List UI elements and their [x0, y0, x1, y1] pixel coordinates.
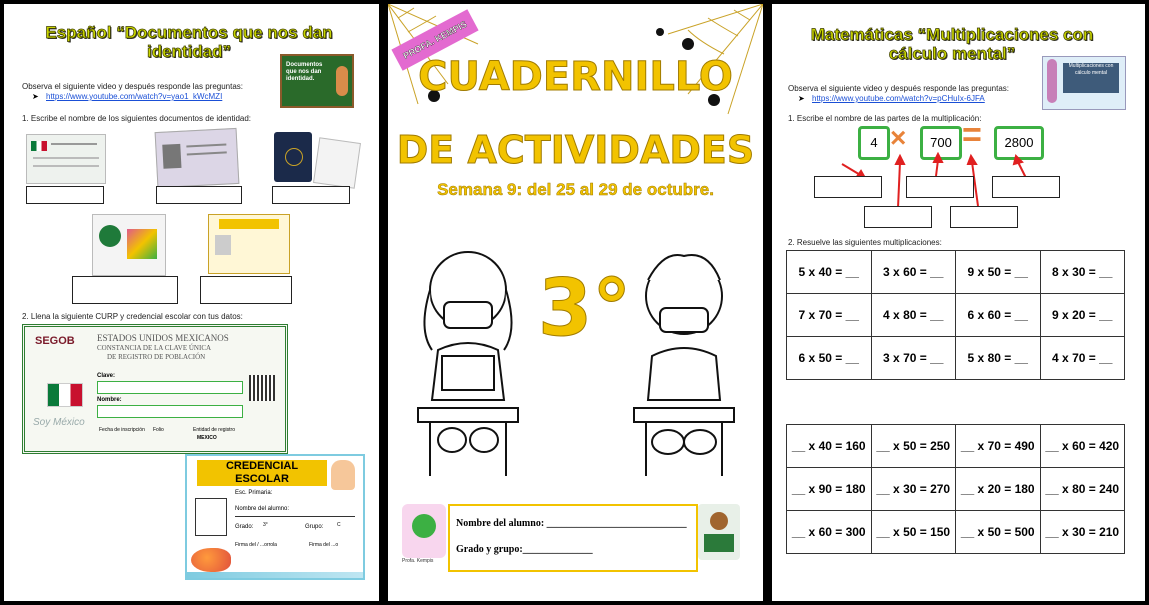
page1-title: Español “Documentos que nos dan identidad”	[45, 23, 333, 61]
table-cell[interactable]: __ x 80 = 240	[1040, 468, 1125, 511]
table-cell[interactable]: __ x 40 = 160	[787, 425, 872, 468]
answer-box-5[interactable]	[200, 276, 292, 304]
part-answer-box-3[interactable]	[992, 176, 1060, 198]
multiplication-table-2	[786, 424, 1125, 554]
profa-ribbon: PROFA. KEMPIS	[391, 9, 478, 71]
logo-caption: Profa. Kempis	[402, 558, 434, 564]
table-cell[interactable]: 6 x 60 = __	[956, 294, 1041, 337]
table-cell[interactable]: __ x 90 = 180	[787, 468, 872, 511]
table-cell[interactable]: 9 x 20 = __	[1040, 294, 1125, 337]
equals-icon: =	[962, 116, 982, 154]
table-row	[787, 468, 1125, 511]
curp-nombre-input[interactable]	[97, 405, 243, 418]
curp-clave-label: Clave:	[97, 373, 116, 379]
page3-q2: 2. Resuelve las siguientes multiplicaciones:	[788, 238, 942, 247]
teacher-figure	[336, 66, 348, 96]
table-cell[interactable]: __ x 30 = 270	[871, 468, 956, 511]
table-cell[interactable]: __ x 50 = 500	[956, 511, 1041, 554]
table-cell[interactable]: __ x 20 = 180	[956, 468, 1041, 511]
student-info-box	[448, 504, 698, 572]
curp-mexico: MEXICO	[197, 435, 217, 441]
school-id-title-1: CREDENCIAL	[225, 460, 299, 472]
ine-card-image	[155, 128, 240, 188]
page1-video-link[interactable]: https://www.youtube.com/watch?v=yao1_kWcMZI	[46, 92, 223, 101]
qr-code-icon	[249, 375, 275, 401]
times-icon: ×	[890, 122, 907, 153]
part-answer-box-4[interactable]	[864, 206, 932, 228]
table-row	[787, 251, 1125, 294]
table-cell[interactable]: __ x 50 = 250	[871, 425, 956, 468]
page3-video-link[interactable]: https://www.youtube.com/watch?v=pCHuIx-6JFA	[812, 94, 985, 103]
table-cell[interactable]: 7 x 70 = __	[787, 294, 872, 337]
passport-page-image	[313, 137, 361, 188]
curp-header-2: CONSTANCIA DE LA CLAVE ÚNICA	[97, 344, 212, 352]
mexico-flag-icon	[47, 383, 83, 407]
table-cell[interactable]: 4 x 80 = __	[871, 294, 956, 337]
answer-box-1[interactable]	[26, 186, 104, 204]
curp-entidad: Entidad de registro	[193, 427, 235, 433]
page1-q2: 2. Llena la siguiente CURP y credencial escolar con tus datos:	[22, 312, 243, 321]
table-row	[787, 425, 1125, 468]
table-cell[interactable]: __ x 60 = 300	[787, 511, 872, 554]
table-cell[interactable]: 3 x 60 = __	[871, 251, 956, 294]
school-id-title	[197, 460, 327, 486]
student-reading-icon	[331, 460, 355, 490]
page3-q1: 1. Escribe el nombre de las partes de la multiplicación:	[788, 114, 982, 123]
table-cell[interactable]: 5 x 80 = __	[956, 337, 1041, 380]
curp-card-image	[92, 214, 166, 276]
table-cell[interactable]: 8 x 30 = __	[1040, 251, 1125, 294]
page-spanish	[4, 4, 379, 601]
math-thumb-text: Multiplicaciones con cálculo mental	[1063, 63, 1119, 93]
school-id-firma-2: Firma del ...o	[309, 542, 339, 548]
part-answer-box-2[interactable]	[906, 176, 974, 198]
arrow-bullet-icon-2: ➤	[798, 94, 805, 103]
teacher-figure-2	[1047, 59, 1057, 103]
product-box: 2800	[994, 126, 1044, 160]
teacher-avatar	[698, 504, 740, 560]
answer-box-3[interactable]	[272, 186, 350, 204]
table-row	[787, 294, 1125, 337]
page-math	[772, 4, 1145, 601]
curp-folio: Folio	[153, 427, 164, 433]
school-id-title-2: ESCOLAR	[235, 473, 289, 485]
school-id-image	[208, 214, 290, 274]
table-row	[787, 337, 1125, 380]
boy-with-mask-illustration	[624, 240, 744, 480]
school-id-firma-1: Firma del / ...orrola	[235, 542, 277, 548]
curp-form	[22, 324, 288, 454]
cover-title-2: DE ACTIVIDADES	[396, 128, 755, 172]
table-cell[interactable]: __ x 50 = 150	[871, 511, 956, 554]
table-cell[interactable]: 9 x 50 = __	[956, 251, 1041, 294]
passport-image	[274, 132, 312, 182]
kids-illustration	[191, 548, 231, 572]
school-id-photo-box[interactable]	[195, 498, 227, 536]
factor-2-box: 700	[920, 126, 962, 160]
table-cell[interactable]: __ x 30 = 210	[1040, 511, 1125, 554]
arrow-bullet-icon: ➤	[32, 92, 39, 101]
table-cell[interactable]: __ x 70 = 490	[956, 425, 1041, 468]
factor-1-box: 4	[858, 126, 890, 160]
math-video-thumbnail[interactable]	[1042, 56, 1126, 110]
profa-logo	[402, 504, 446, 558]
table-cell[interactable]: 6 x 50 = __	[787, 337, 872, 380]
table-cell[interactable]: 4 x 70 = __	[1040, 337, 1125, 380]
page3-instruction: Observa el siguiente video y después responde las preguntas:	[788, 84, 1010, 93]
answer-box-4[interactable]	[72, 276, 178, 304]
curp-header-1: ESTADOS UNIDOS MEXICANOS	[97, 333, 229, 343]
school-id-wave	[187, 572, 363, 578]
grade-group-field[interactable]: Grado y grupo:______________	[456, 544, 593, 555]
thumb-text: Documentos que nos dan identidad.	[286, 62, 323, 83]
table-cell[interactable]: 5 x 40 = __	[787, 251, 872, 294]
cover-grade: 3°	[538, 264, 632, 354]
video-thumbnail[interactable]	[280, 54, 354, 108]
school-id-grado: Grado:	[235, 524, 254, 530]
part-answer-box-1[interactable]	[814, 176, 882, 198]
school-id-nombre: Nombre del alumno:	[235, 506, 290, 512]
school-id-grupo-val: C	[337, 522, 341, 528]
table-row	[787, 511, 1125, 554]
curp-clave-input[interactable]	[97, 381, 243, 394]
multiplication-table-1	[786, 250, 1125, 380]
school-id-form	[185, 454, 365, 580]
table-cell[interactable]: 3 x 70 = __	[871, 337, 956, 380]
student-name-field[interactable]: Nombre del alumno: ____________________________	[456, 518, 687, 529]
page1-instruction: Observa el siguiente video y después responde las preguntas:	[22, 82, 244, 91]
table-cell[interactable]: __ x 60 = 420	[1040, 425, 1125, 468]
answer-box-2[interactable]	[156, 186, 242, 204]
cover-title-1: CUADERNILLO	[418, 54, 733, 100]
girl-with-mask-illustration	[408, 240, 528, 480]
school-id-grado-val: 3°	[263, 522, 268, 528]
page3-title: Matemáticas “Multiplicaciones con cálculo mental”	[810, 25, 1094, 63]
part-answer-box-5[interactable]	[950, 206, 1018, 228]
curp-nombre-label: Nombre:	[97, 397, 122, 403]
curp-watermark: Soy México	[33, 417, 85, 428]
curp-fecha: Fecha de inscripción	[99, 427, 145, 433]
cover-week: Semana 9: del 25 al 29 de octubre.	[437, 180, 714, 199]
page1-q1: 1. Escribe el nombre de los siguientes documentos de identidad:	[22, 114, 252, 123]
nombre-line	[235, 516, 355, 517]
school-id-grupo: Grupo:	[305, 524, 324, 530]
school-id-esc: Esc. Primaria:	[235, 490, 273, 496]
page-cover	[388, 4, 763, 601]
curp-header-3: DE REGISTRO DE POBLACIÓN	[107, 353, 206, 361]
segob-logo: SEGOB	[35, 335, 75, 347]
birth-certificate-image	[26, 134, 106, 184]
